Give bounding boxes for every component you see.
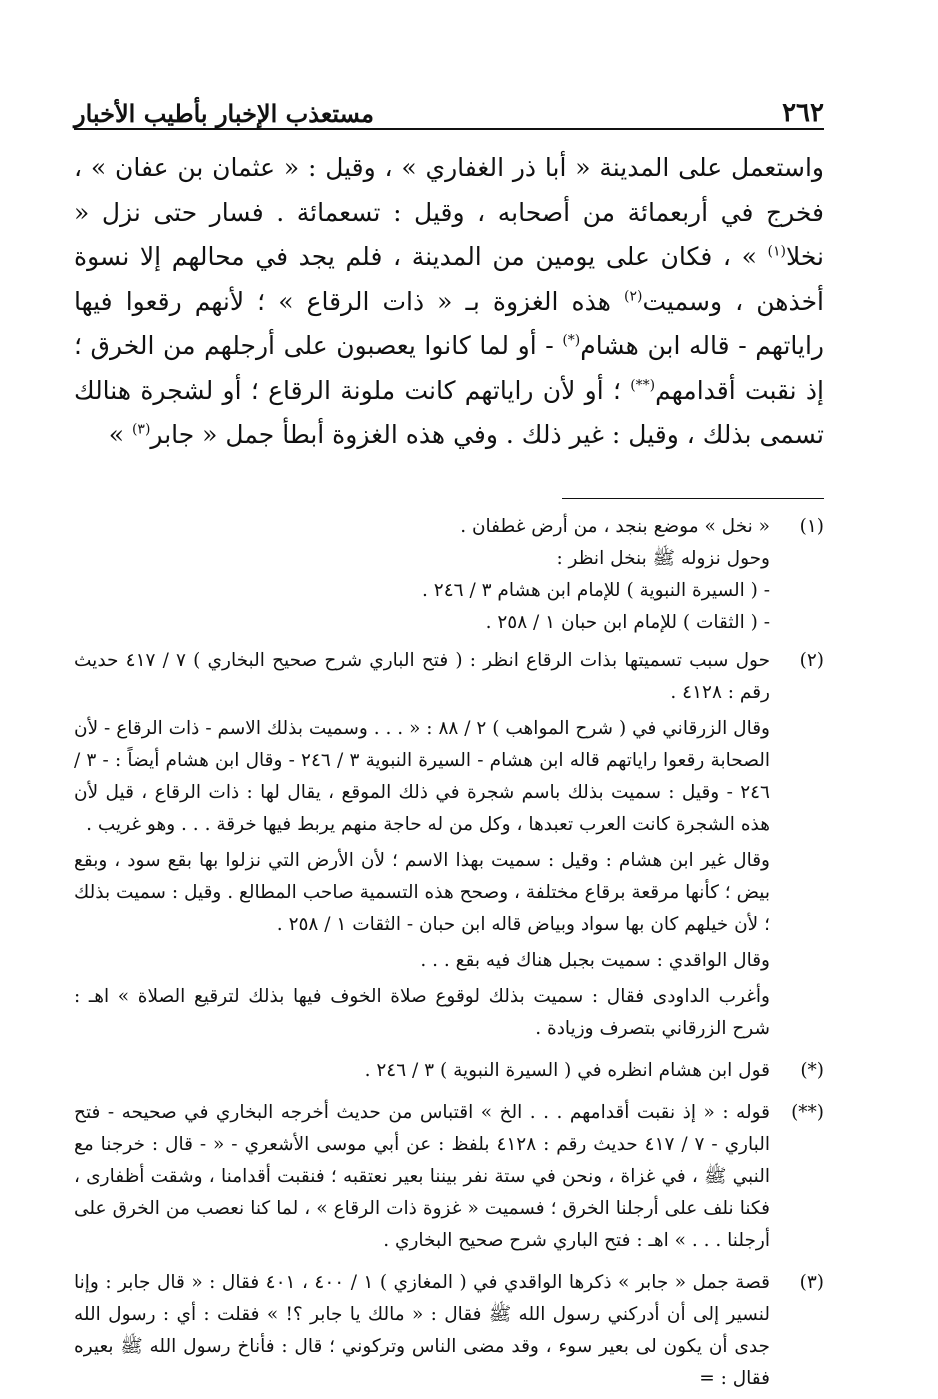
footnote-body <box>74 1055 770 1091</box>
footnote-paragraph: وقال غير ابن هشام : وقيل : سميت بهذا الاسم ؛ لأن الأرض التي نزلوا بها بقع سود ، وبقع بيض ؛ كأنها مرقعة برقاع مختلفة ، وصحح هذه التسمية صاحب المطالع . وقيل : سميت بذلك ؛ لأن خيلهم كان بها سواد وبياض قاله ابن حبان - الثقات ١ / ٢٥٨ . <box>74 849 770 935</box>
footnote-ref: (٢) <box>624 288 643 305</box>
running-header <box>74 86 824 130</box>
main-text <box>74 146 824 458</box>
footnotes <box>74 511 824 1399</box>
footnote-body <box>74 1267 770 1399</box>
footnote-number: (*) <box>800 1059 824 1081</box>
footnote-number: (**) <box>791 1101 824 1123</box>
footnote-paragraph: قوله : « إذ نقبت أقدامهم . . . الخ » اقتباس من حديث أخرجه البخاري في صحيحه - فتح الباري - ٧ / ٤١٧ حديث رقم : ٤١٢٨ بلفظ : عن أبي موسى الأشعري - « - قال : خرجنا مع النبي ﷺ ، في غزاة ، ونحن في ستة نفر بيننا بعير نعتقبه ؛ فنقبت أقدامنا ، وشقت أظفارى ، فكنا نلف على أرجلنا الخرق ؛ فسميت « غزوة ذات الرقاع » ، لما كنا نعصب من الخرق على أرجلنا . . . » اهـ : فتح الباري شرح صحيح البخاري . <box>74 1101 770 1251</box>
main-paragraph <box>74 146 824 458</box>
footnote-paragraph: وقال الزرقاني في ( شرح المواهب ) ٢ / ٨٨ : « . . . وسميت بذلك الاسم - ذات الرقاع - لأن الصحابة رقعوا راياتهم قاله ابن هشام - السيرة النبوية ٣ / ٢٤٦ - وقال ابن هشام أيضاً : - ٣ / ٢٤٦ - وقيل : سميت بذلك باسم شجرة في ذلك الموقع ، يقال لها : ذات الرقاع ، قيل لأن هذه الشجرة كانت العرب تعبدها ، وكل من له حاجة منهم يربط فيها خرقة . . . وهو غريب . <box>74 717 771 835</box>
footnote-body <box>74 511 770 639</box>
text-segment: » ، فكان على يومين من المدينة ، فلم يجد في محالهم إلا نسوة أخذهن ، وسميت <box>74 242 824 316</box>
footnote-separator <box>562 498 824 499</box>
footnote-3 <box>74 1267 824 1399</box>
footnote-double-star <box>74 1097 824 1261</box>
book-title: مستعذب الإخبار بأطيب الأخبار <box>74 99 374 128</box>
footnote-1 <box>74 511 824 639</box>
footnote-line: وحول نزوله ﷺ بنخل انظر : <box>556 547 770 569</box>
page-number: ٢٦٢ <box>782 98 824 128</box>
book-page <box>74 86 825 1389</box>
footnote-paragraph: وقال الواقدي : سميت بجبل هناك فيه بقع . . . <box>420 949 770 971</box>
text-segment: ؛ أو لأن راياتهم كانت ملونة الرقاع ؛ أو لشجرة هنالك تسمى بذلك ، وقيل : غير ذلك . وفي هذه الغزوة أبطأ جمل « جابر <box>74 375 824 449</box>
footnote-body <box>74 645 770 1049</box>
footnote-paragraph: قول ابن هشام انظره في ( السيرة النبوية ) ٣ / ٢٤٦ . <box>364 1059 770 1081</box>
footnote-star <box>74 1055 824 1091</box>
footnote-number: (٣) <box>799 1271 824 1293</box>
text-segment: - أو لما كانوا يعصبون على أرجلهم من الخرق ؛ إذ نقبت أقدامهم <box>74 331 825 405</box>
footnote-number: (١) <box>799 515 824 537</box>
footnote-paragraph: قصة جمل « جابر » ذكرها الواقدي في ( المغازي ) ١ / ٤٠٠ ، ٤٠١ فقال : « قال جابر : وإنا لنسير إلى أن أدركني رسول الله ﷺ فقال : « مالك يا جابر ؟! » فقلت : أي : رسول الله جدى أن يكون لى بعير سوء ، وقد مضى الناس وتركوني ؛ قال : فأناخ رسول الله ﷺ بعيره فقال : = <box>74 1271 770 1389</box>
footnote-line: - ( الثقات ) للإمام ابن حبان ١ / ٢٥٨ . <box>485 611 770 633</box>
footnote-line: - ( السيرة النبوية ) للإمام ابن هشام ٣ / ٢٤٦ . <box>422 579 770 601</box>
footnote-ref: (*) <box>562 332 581 349</box>
footnote-ref: (**) <box>630 377 656 394</box>
text-segment: هذه الغزوة بـ « ذات الرقاع » ؛ لأنهم رقعوا فيها راياتهم - قاله ابن هشام <box>74 286 824 360</box>
text-segment: واستعمل على المدينة « أبا ذر الغفاري » ، وقيل : « عثمان بن عفان » ، فخرج في أربعمائة من أصحابه ، وقيل : تسعمائة . فسار حتى نزل « نخلا <box>74 153 824 271</box>
footnote-line: « نخل » موضع بنجد ، من أرض غطفان . <box>460 515 770 537</box>
text-segment: » <box>108 420 132 449</box>
footnote-ref: (٣) <box>131 421 151 438</box>
footnote-2 <box>74 645 824 1049</box>
footnote-ref: (١) <box>767 243 786 260</box>
footnote-body <box>74 1097 770 1261</box>
footnote-paragraph: حول سبب تسميتها بذات الرقاع انظر : ( فتح الباري شرح صحيح البخاري ) ٧ / ٤١٧ حديث رقم : ٤١٢٨ . <box>74 649 771 703</box>
footnote-number: (٢) <box>799 649 824 671</box>
footnote-paragraph: وأغرب الداودى فقال : سميت بذلك لوقوع صلاة الخوف فيها بذلك لترقيع الصلاة » اهـ : شرح الزرقاني بتصرف وزيادة . <box>74 985 770 1039</box>
